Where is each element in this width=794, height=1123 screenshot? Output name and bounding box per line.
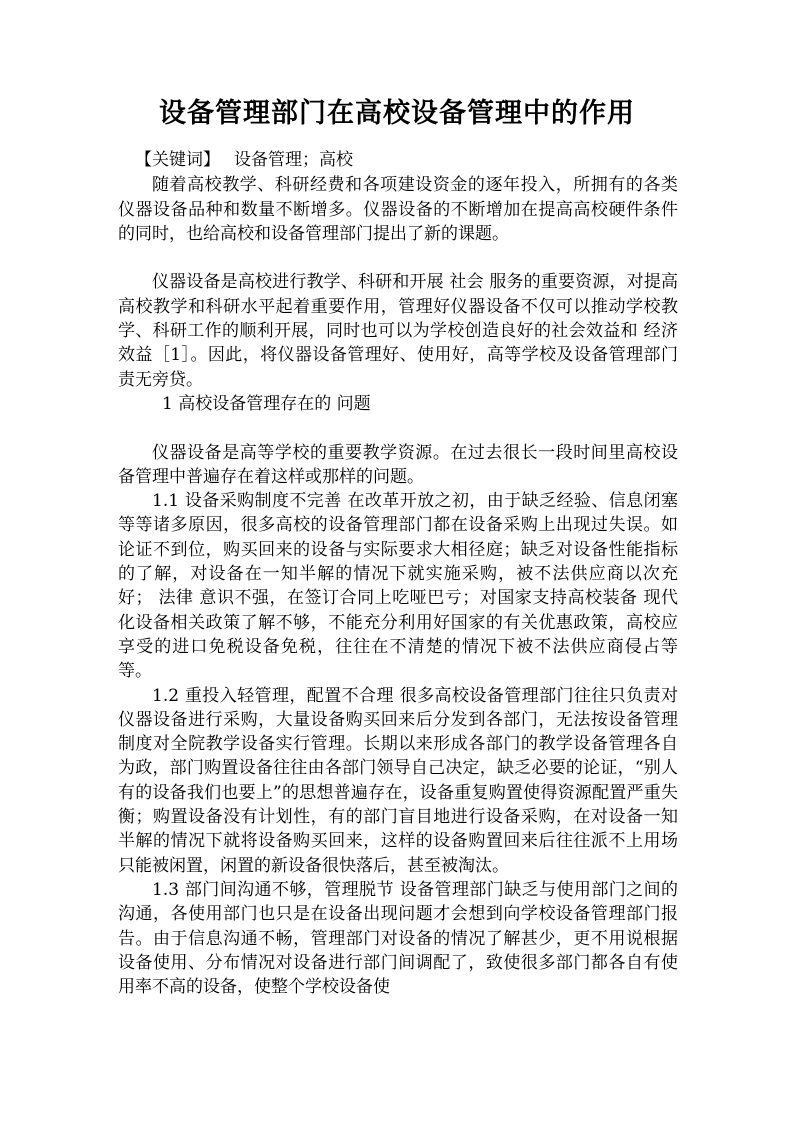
paragraph-1-1: 1.1 设备采购制度不完善 在改革开放之初，由于缺乏经验、信息闭塞等等诸多原因，很多高校的设备管理部门都在设备采购上出现过失误。如论证不到位，购买回来的设备与实际要求大相径庭；缺乏对设备性能指标的了解，对设备在一知半解的情况下就实施采购，被不法供应商以次充好； 法律 意识不强，在签订合同上吃哑巴亏；对国家支持高校装备 现代 化设备相关政策了解不够，不能充分利用好国家的有关优惠政策，高校应享受的进口免税设备免税，往往在不清楚的情况下被不法供应商侵占等等。: [118, 491, 678, 682]
paragraph-1-3: 1.3 部门间沟通不够，管理脱节 设备管理部门缺乏与使用部门之间的沟通，各使用部门也只是在设备出现问题才会想到向学校设备管理部门报告。由于信息沟通不畅，管理部门对设备的情况了解甚少，更不用说根据设备使用、分布情况对设备进行部门间调配了，致使很多部门都各自有使用率不高的设备，使整个学校设备使: [118, 879, 678, 998]
section-heading-1: 1 高校设备管理存在的 问题: [162, 393, 371, 414]
paragraph-spacer: [118, 246, 678, 270]
document-body: [118, 148, 678, 999]
paragraph-spacer: [118, 416, 678, 440]
keywords-line: [118, 148, 678, 172]
document-title: 设备管理部门在高校设备管理中的作用: [159, 98, 635, 129]
paragraph-importance: 仪器设备是高校进行教学、科研和开展 社会 服务的重要资源，对提高高校教学和科研水平起着重要作用，管理好仪器设备不仅可以推动学校教学、科研工作的顺利开展，同时也可以为学校创造良好的社会效益和 经济 效益［1］。因此，将仪器设备管理好、使用好，高等学校及设备管理部门责无旁贷。: [118, 272, 678, 390]
paragraph-problems-intro: 仪器设备是高等学校的重要教学资源。在过去很长一段时间里高校设备管理中普遍存在着这样或那样的问题。: [118, 442, 678, 487]
keywords-label: 【关键词】: [135, 150, 220, 170]
keywords-value: 设备管理；高校: [234, 150, 353, 170]
paragraph-1-2: 1.2 重投入轻管理，配置不合理 很多高校设备管理部门往往只负责对仪器设备进行采购，大量设备购买回来后分发到各部门，无法按设备管理制度对全院教学设备实行管理。长期以来形成各部门的教学设备管理各自为政，部门购置设备往往由各部门领导自己决定，缺乏必要的论证，“别人有的设备我们也要上”的思想普遍存在，设备重复购置使得资源配置严重失衡；购置设备没有计划性，有的部门盲目地进行设备采购，在对设备一知半解的情况下就将设备购买回来，这样的设备购置回来后往往派不上用场只能被闲置，闲置的新设备很快落后，甚至被淘汰。: [118, 685, 678, 876]
paragraph-intro: 随着高校教学、科研经费和各项建设资金的逐年投入，所拥有的各类仪器设备品种和数量不断增多。仪器设备的不断增加在提高高校硬件条件的同时，也给高校和设备管理部门提出了新的课题。: [118, 175, 678, 244]
